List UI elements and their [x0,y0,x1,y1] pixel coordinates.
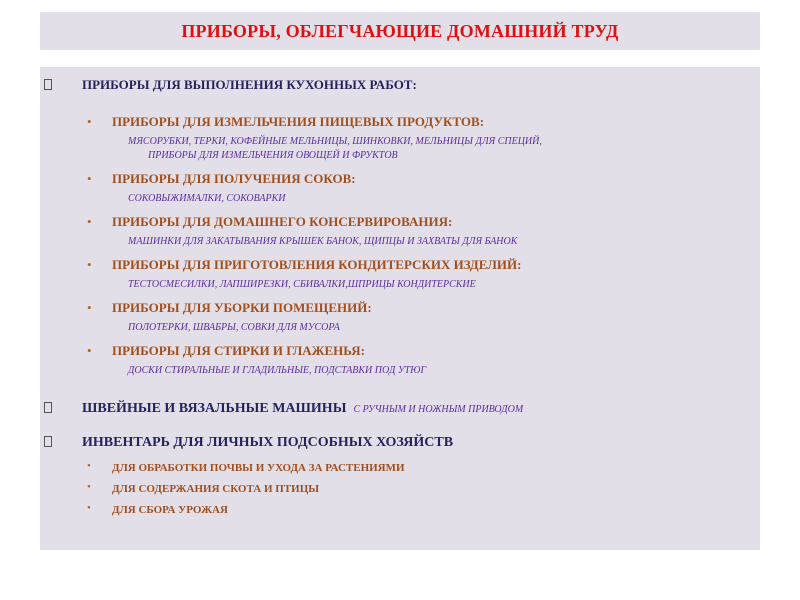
section-heading-text: ИНВЕНТАРЬ ДЛЯ ЛИЧНЫХ ПОДСОБНЫХ ХОЗЯЙСТВ [82,435,454,450]
section-items [40,113,760,378]
section-heading-text: ПРИБОРЫ ДЛЯ ВЫПОЛНЕНИЯ КУХОННЫХ РАБОТ: [82,77,417,92]
list-item-details-line: ПРИБОРЫ ДЛЯ ИЗМЕЛЬЧЕНИЯ ОВОЩЕЙ И ФРУКТОВ [148,150,398,161]
list-item [40,113,760,163]
bullet-icon: • [87,114,92,129]
section-bullet-icon [44,436,52,447]
section-heading [40,76,760,94]
bullet-icon: • [87,343,92,358]
list-item-details [112,278,760,292]
list-item [40,213,760,249]
list-item-label: ПРИБОРЫ ДЛЯ УБОРКИ ПОМЕЩЕНИЙ: [112,300,372,315]
list-item-label: ДЛЯ СОДЕРЖАНИЯ СКОТА И ПТИЦЫ [112,483,320,495]
list-item-details-line: ТЕСТОСМЕСИЛКИ, ЛАПШИРЕЗКИ, СБИВАЛКИ,ШПРИЦЫ КОНДИТЕРСКИЕ [128,279,476,290]
list-item-details-line: СОКОВЫЖИМАЛКИ, СОКОВАРКИ [128,193,286,204]
section-bullet-icon [44,79,52,90]
list-item [40,478,760,499]
list-item [40,342,760,378]
list-item-details-line: МЯСОРУБКИ, ТЕРКИ, КОФЕЙНЫЕ МЕЛЬНИЦЫ, ШИНКОВКИ, МЕЛЬНИЦЫ ДЛЯ СПЕЦИЙ, [128,136,542,147]
section-heading [40,399,760,417]
list-item-details [112,321,760,335]
slide-title: ПРИБОРЫ, ОБЛЕГЧАЮЩИЕ ДОМАШНИЙ ТРУД [181,20,619,41]
list-item-details [112,235,760,249]
bullet-icon: • [87,481,91,493]
list-item-label: ДЛЯ ОБРАБОТКИ ПОЧВЫ И УХОДА ЗА РАСТЕНИЯМИ [112,462,405,474]
section-heading [40,433,760,451]
bullet-icon: • [87,171,92,186]
bullet-icon: • [87,300,92,315]
bullet-icon: • [87,257,92,272]
list-item-details [112,135,760,163]
list-item [40,457,760,478]
list-item-label: ПРИБОРЫ ДЛЯ СТИРКИ И ГЛАЖЕНЬЯ: [112,343,365,358]
list-item-details [112,364,760,378]
list-item-details [112,192,760,206]
list-item [40,256,760,292]
section-heading-text: ШВЕЙНЫЕ И ВЯЗАЛЬНЫЕ МАШИНЫ [82,401,347,416]
bullet-icon: • [87,502,91,514]
list-item [40,499,760,520]
bullet-icon: • [87,214,92,229]
section-items [40,457,760,520]
list-item-details-line: МАШИНКИ ДЛЯ ЗАКАТЫВАНИЯ КРЫШЕК БАНОК, ЩИПЦЫ И ЗАХВАТЫ ДЛЯ БАНОК [128,236,518,247]
section-household [40,433,760,520]
list-item [40,299,760,335]
section-kitchen [40,76,760,378]
list-item-label: ПРИБОРЫ ДЛЯ ПРИГОТОВЛЕНИЯ КОНДИТЕРСКИХ ИЗДЕЛИЙ: [112,257,522,272]
list-item-label: ПРИБОРЫ ДЛЯ ИЗМЕЛЬЧЕНИЯ ПИЩЕВЫХ ПРОДУКТОВ: [112,114,485,129]
list-item-label: ПРИБОРЫ ДЛЯ ПОЛУЧЕНИЯ СОКОВ: [112,171,356,186]
section-heading-note: С РУЧНЫМ И НОЖНЫМ ПРИВОДОМ [353,404,524,415]
section-sewing [40,399,760,417]
title-bar [40,12,760,50]
list-item [40,170,760,206]
content-panel [40,67,760,550]
bullet-icon: • [87,460,91,472]
list-item-label: ДЛЯ СБОРА УРОЖАЯ [112,504,228,516]
list-item-details-line: ПОЛОТЕРКИ, ШВАБРЫ, СОВКИ ДЛЯ МУСОРА [128,322,340,333]
list-item-details-line: ДОСКИ СТИРАЛЬНЫЕ И ГЛАДИЛЬНЫЕ, ПОДСТАВКИ ПОД УТЮГ [128,365,427,376]
section-bullet-icon [44,402,52,413]
list-item-label: ПРИБОРЫ ДЛЯ ДОМАШНЕГО КОНСЕРВИРОВАНИЯ: [112,214,453,229]
